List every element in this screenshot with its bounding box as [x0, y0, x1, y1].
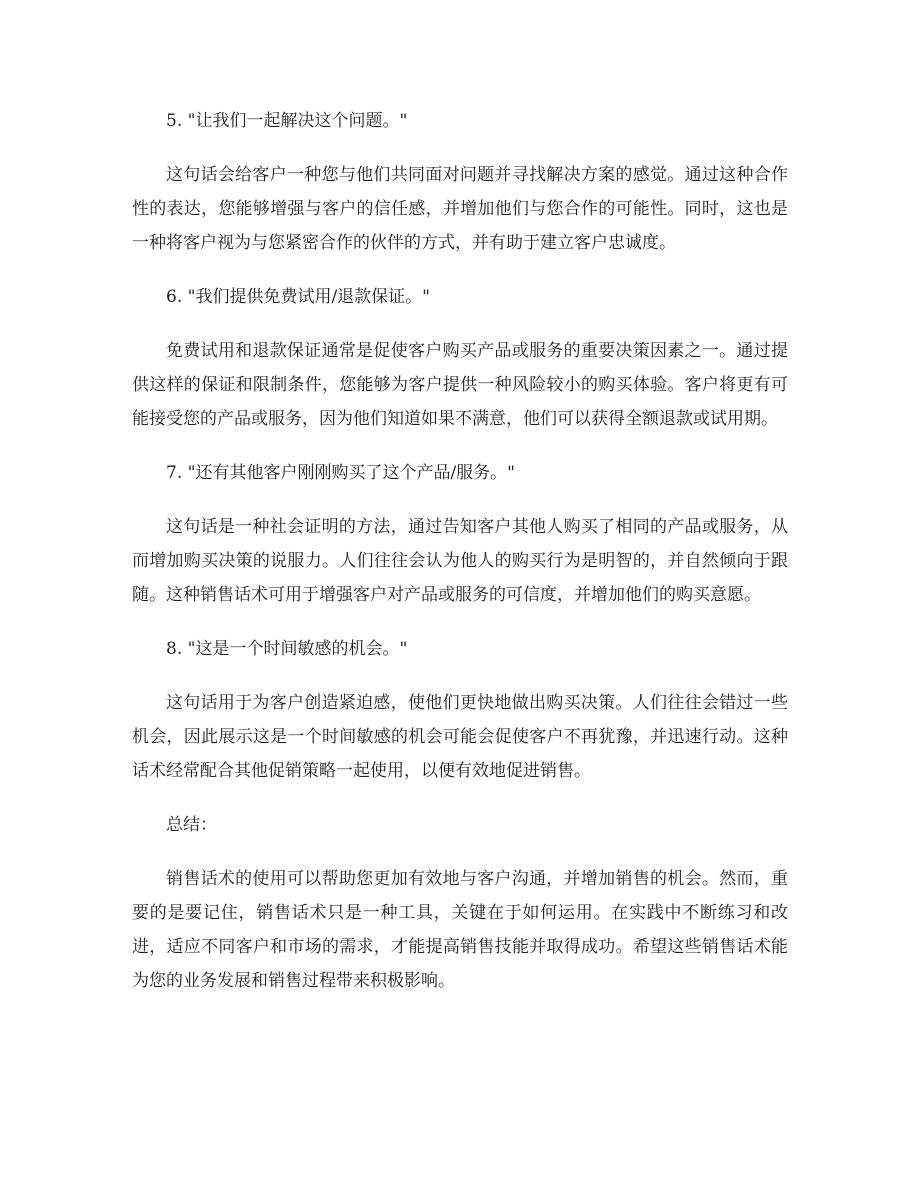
section-paragraph-5: 这句话会给客户一种您与他们共同面对问题并寻找解决方案的感觉。通过这种合作性的表达，您能够增强与客户的信任感，并增加他们与您合作的可能性。同时，这也是一种将客户视为与您紧密合作的伙伴的方式，并有助于建立客户忠诚度。: [132, 165, 788, 253]
section-heading-7: 7. "还有其他客户刚刚购买了这个产品/服务。": [166, 463, 515, 483]
section-heading-8: 8. "这是一个时间敏感的机会。": [166, 639, 408, 659]
summary-paragraph: 销售话术的使用可以帮助您更加有效地与客户沟通，并增加销售的机会。然而，重要的是要记住，销售话术只是一种工具，关键在于如何运用。在实践中不断练习和改进，适应不同客户和市场的需求，才能提高销售技能并取得成功。希望这些销售话术能为您的业务发展和销售过程带来积极影响。: [132, 869, 788, 991]
section-paragraph-8: 这句话用于为客户创造紧迫感，使他们更快地做出购买决策。人们往往会错过一些机会，因此展示这是一个时间敏感的机会可能会促使客户不再犹豫，并迅速行动。这种话术经常配合其他促销策略一起使用，以便有效地促进销售。: [132, 693, 788, 781]
section-paragraph-7: 这句话是一种社会证明的方法，通过告知客户其他人购买了相同的产品或服务，从而增加购买决策的说服力。人们往往会认为他人的购买行为是明智的，并自然倾向于跟随。这种销售话术可用于增强客户对产品或服务的可信度，并增加他们的购买意愿。: [132, 517, 788, 605]
document-body: [132, 104, 788, 1018]
section-heading-6: 6. "我们提供免费试用/退款保证。": [166, 287, 430, 307]
summary-heading: 总结：: [166, 815, 217, 835]
section-paragraph-6: 免费试用和退款保证通常是促使客户购买产品或服务的重要决策因素之一。通过提供这样的保证和限制条件，您能够为客户提供一种风险较小的购买体验。客户将更有可能接受您的产品或服务，因为他们知道如果不满意，他们可以获得全额退款或试用期。: [132, 341, 788, 429]
section-heading-5: 5. "让我们一起解决这个问题。": [166, 111, 408, 131]
